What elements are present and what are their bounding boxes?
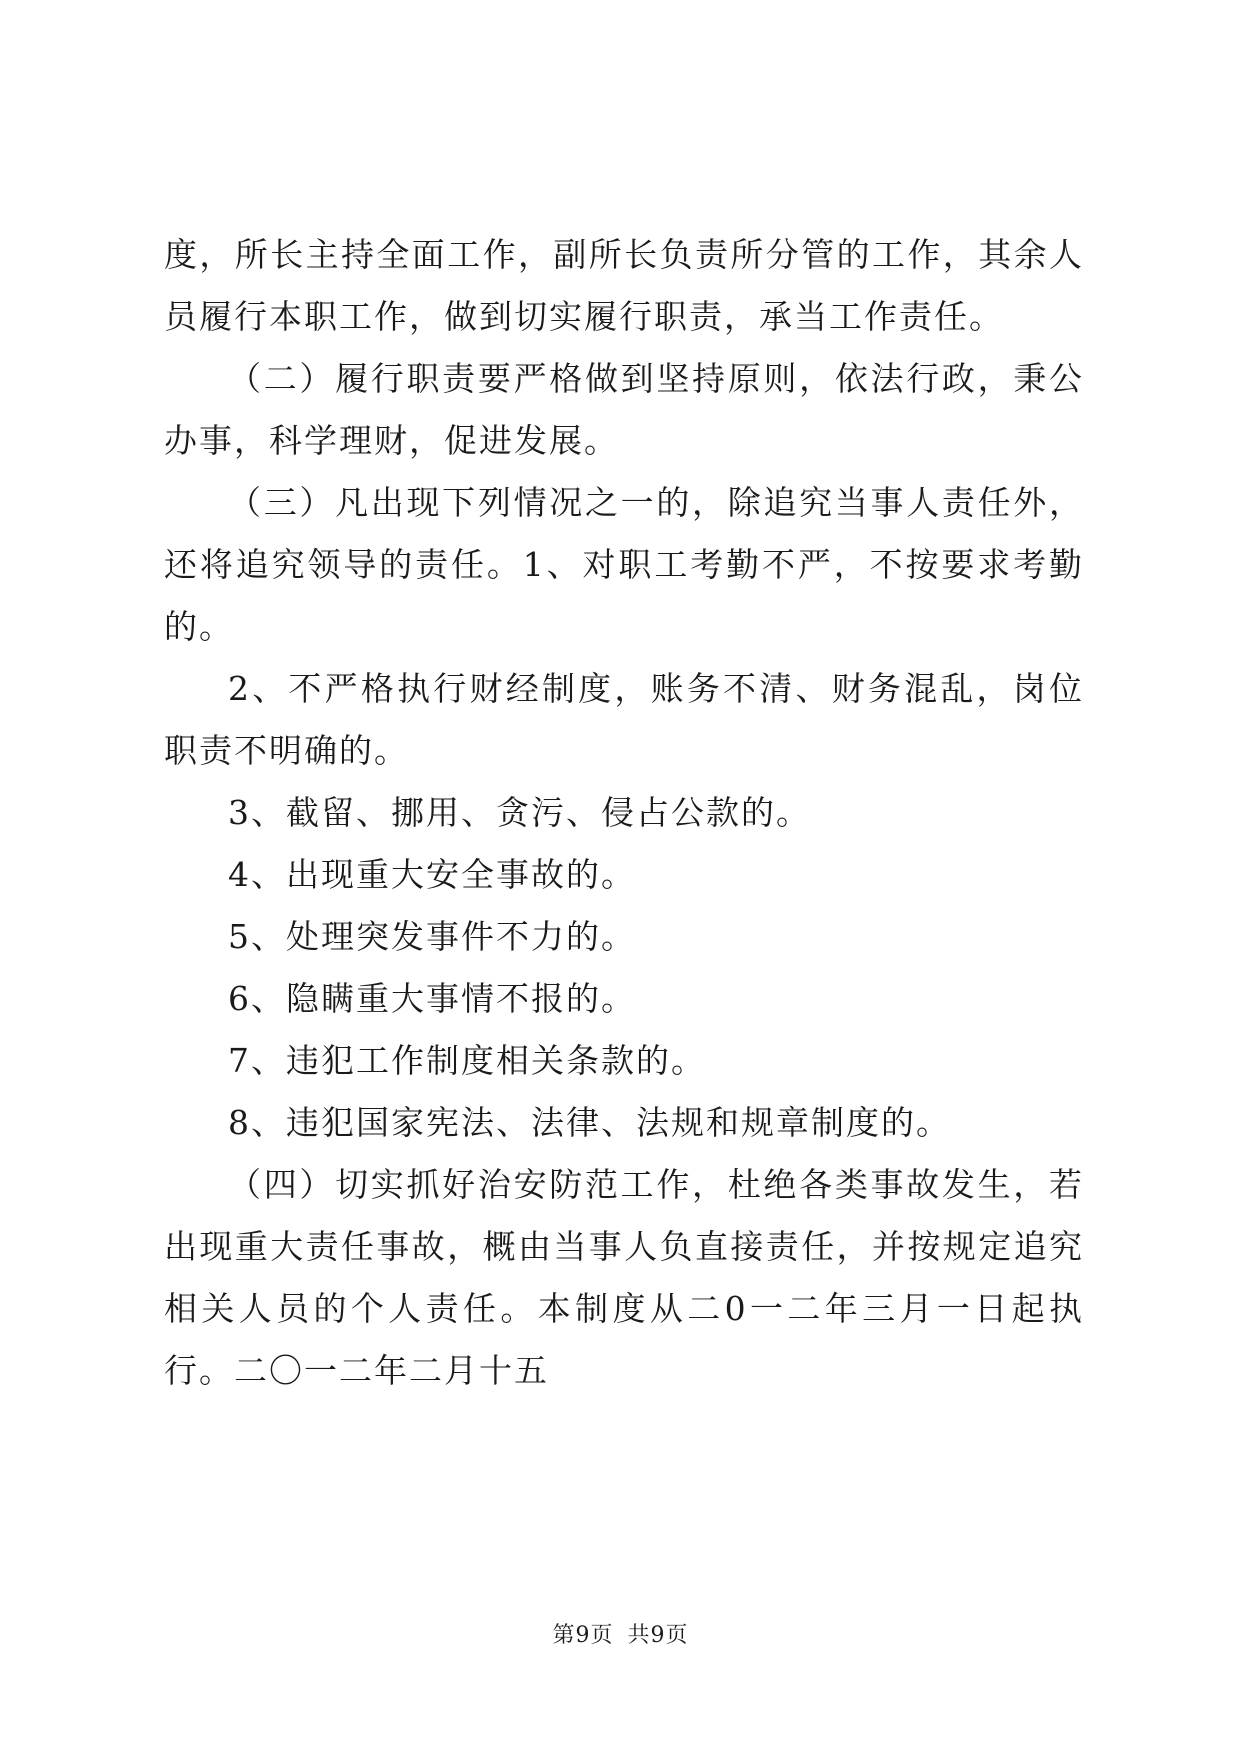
page-total: 共9页 bbox=[627, 1623, 689, 1648]
paragraph-9: 7、违犯工作制度相关条款的。 bbox=[228, 1041, 706, 1080]
paragraph-10: 8、违犯国家宪法、法律、法规和规章制度的。 bbox=[228, 1103, 951, 1142]
paragraph-6: 4、出现重大安全事故的。 bbox=[228, 855, 636, 894]
paragraph-11: （四）切实抓好治安防范工作，杜绝各类事故发生，若出现重大责任事故，概由当事人负直接责任，并按规定追究相关人员的个人责任。本制度从二0一二年三月一日起执行。二〇一二年二月十五 bbox=[164, 1165, 1084, 1390]
page-number: 第9页 bbox=[552, 1623, 614, 1648]
paragraph-4: 2、不严格执行财经制度，账务不清、财务混乱，岗位职责不明确的。 bbox=[164, 669, 1084, 770]
paragraph-8: 6、隐瞒重大事情不报的。 bbox=[228, 979, 636, 1018]
page-footer bbox=[0, 1618, 1241, 1649]
document-body bbox=[164, 224, 1084, 1402]
paragraph-5: 3、截留、挪用、贪污、侵占公款的。 bbox=[228, 793, 811, 832]
paragraph-3: （三）凡出现下列情况之一的，除追究当事人责任外，还将追究领导的责任。1、对职工考勤不严，不按要求考勤的。 bbox=[164, 483, 1084, 646]
paragraph-2: （二）履行职责要严格做到坚持原则，依法行政，秉公办事，科学理财，促进发展。 bbox=[164, 359, 1084, 460]
paragraph-1: 度，所长主持全面工作，副所长负责所分管的工作，其余人员履行本职工作，做到切实履行职责，承当工作责任。 bbox=[164, 235, 1084, 336]
paragraph-7: 5、处理突发事件不力的。 bbox=[228, 917, 636, 956]
